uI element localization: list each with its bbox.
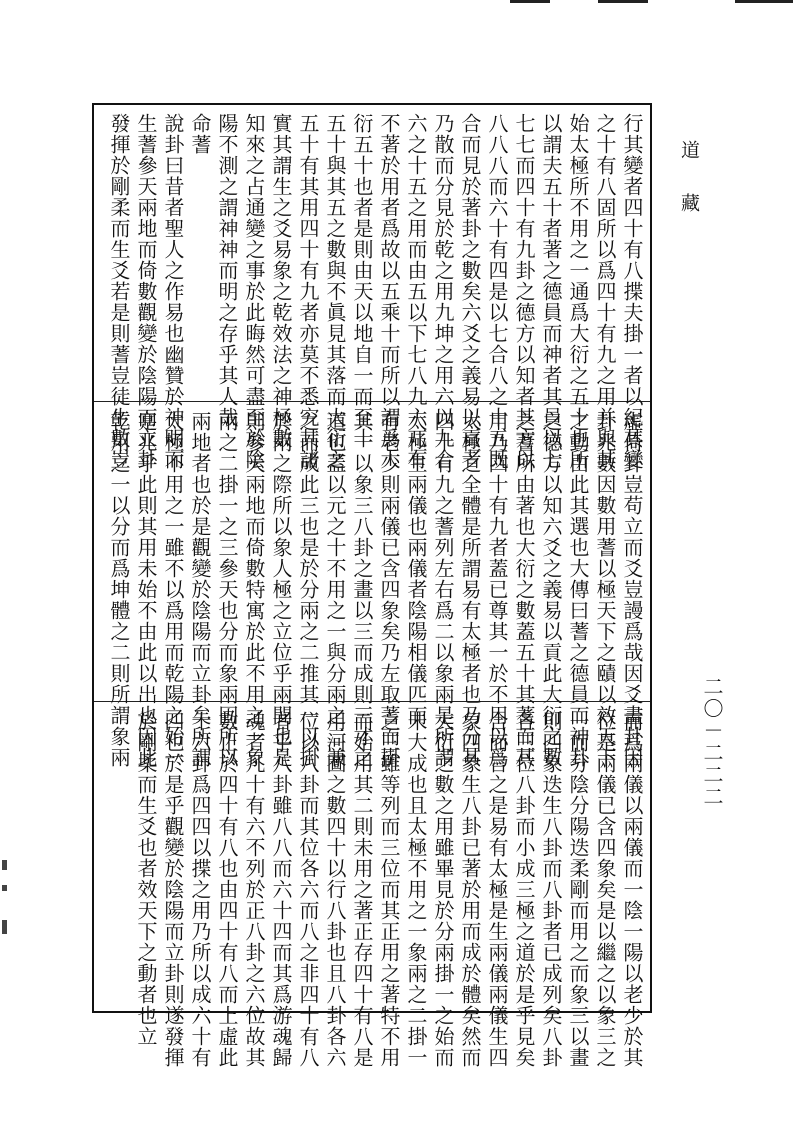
left-edge-mark-1 xyxy=(2,860,7,870)
text-column: 之三雖等列而三位而其正用之著特不用 xyxy=(377,711,401,1068)
text-column: 八八八而六十有四是以七合八之十五既 xyxy=(485,113,509,470)
text-column: 而始用其二則未用之著正存四十有八是 xyxy=(350,711,374,1068)
section-upper xyxy=(104,113,644,470)
text-column: 知來之占通變之事於此晦然可盡至於陰 xyxy=(242,113,266,470)
page-number: 二〇－二二二 xyxy=(700,676,724,808)
text-column: 卦兆數因數用蓍以極天下之賾以效天下 xyxy=(593,411,617,768)
text-column: 太極不用之一雖不以爲用而乾陽之始一 xyxy=(161,411,185,768)
text-column: 乃散而分見於乾之用九坤之用六以九合 xyxy=(431,113,455,470)
text-column: 命蓍 xyxy=(188,113,212,155)
text-column: 於剛柔而生爻也者效天下之動者也立 xyxy=(134,711,158,1047)
top-edge-rule-1 xyxy=(510,0,550,3)
text-column: 用河圖之數四十以行八卦也且八卦各六 xyxy=(323,711,347,1068)
section-lower xyxy=(104,711,644,1068)
text-column: 七七而四十有九卦之德方以知者其方以 xyxy=(512,113,536,470)
top-edge-rule-3 xyxy=(735,0,793,3)
text-column: 陽不測之謂神神而明之存乎其人哉 xyxy=(215,113,239,428)
text-column: 乾用之一以分而爲坤體之二則所謂象兩 xyxy=(107,411,131,768)
text-column: 兩地者也於是觀變於陰陽而立卦矣所謂 xyxy=(188,411,212,768)
text-column: 用乃四十有九者蓋已尊其一於不用以爲 xyxy=(485,411,509,768)
text-column: 之十有八固所以爲四十有九之用并與其 xyxy=(593,113,617,470)
left-edge-mark-3 xyxy=(2,920,7,934)
text-column: 四十有九之蓍列左右爲二以象兩是所謂 xyxy=(431,411,455,768)
text-column: 其一以象三八卦之畫以三而成則三才之 xyxy=(350,411,374,768)
text-column: 說卦曰昔者聖人之作易也幽贊於神明而 xyxy=(161,113,185,470)
text-column: 魂者凡十有六不列於正八卦之六位故其 xyxy=(242,711,266,1068)
text-column: 之蓍所由著也大衍之數蓋五十其蓍而其 xyxy=(512,411,536,768)
text-column: 合而見於著卦之數矣六爻之義易以貢者 xyxy=(458,113,482,470)
text-column: 者乎八卦雖八八而六十四而其爲游魂歸 xyxy=(269,711,293,1068)
text-column: 數止於四十有八也由四十有八而上虛此 xyxy=(215,711,239,1068)
text-column: 五十有其用四十有九者亦莫不悉究其諸 xyxy=(296,113,320,470)
text-column: 之而成此三也是於分兩之二推其一以掛 xyxy=(296,411,320,768)
left-edge-mark-2 xyxy=(2,885,7,891)
text-column: 之動由此其選也大傳曰蓍之德員而神卦 xyxy=(566,411,590,768)
text-column: 發揮於剛柔而生爻若是則蓍豈徒生數豈 xyxy=(107,113,131,470)
text-column: 太極生兩儀也兩儀者陰陽相儀匹而 xyxy=(404,411,428,726)
text-column: 於兩之際所以象人極之立位乎兩間也是 xyxy=(269,411,293,768)
text-column: 則參天兩地而倚數特寓於此不用之一象 xyxy=(242,411,266,768)
text-column: 五十與其五之數與不眞見其落而大衍之 xyxy=(323,113,347,470)
text-column: 未大成也且太極不用之一象兩之二掛一 xyxy=(404,711,428,1068)
text-column: 不著於用者爲故以五乘十而所以謂爲大 xyxy=(377,113,401,470)
text-column: 十六卦爲四四以揲之用乃所以成六十有 xyxy=(188,711,212,1068)
text-column: 一而分陰分陽迭柔剛而用之而象三以畫 xyxy=(566,711,590,1068)
text-column: 始太極所不用之一通爲大衍之五十也所 xyxy=(566,113,590,470)
top-edge-rule-2 xyxy=(598,0,648,3)
text-column: 而爲兩儀以兩儀而一陰一陽以老少於其 xyxy=(620,711,644,1068)
text-column: 位是兩儀已含四象矣是以繼之以象三之 xyxy=(593,711,617,1068)
text-column: 行其變者四十有八揲夫掛一者以紀其變 xyxy=(620,113,644,470)
text-column: 四也於是乎觀變於陰陽而立卦則遂發揮 xyxy=(161,711,185,1068)
text-column: 衍五十也者是則由天以地自一而至十 xyxy=(350,113,374,449)
text-column: 大衍之數之用雖畢見於分兩掛一之始而 xyxy=(431,711,455,1068)
text-column: 位以八卦而其位各六而八之非四十有八 xyxy=(296,711,320,1068)
text-column: 合而言之是易有太極是生兩儀兩儀生四 xyxy=(485,711,509,1068)
text-column: 則四象迭生八卦而八卦者已成列矣八卦 xyxy=(539,711,563,1068)
text-column: 兩之二掛一之三參天也分而象兩固所以 xyxy=(215,411,239,768)
text-column: 寔兆乎此則其用未始不由此以出也因此 xyxy=(134,411,158,768)
text-frame xyxy=(92,103,652,1068)
text-column: 有老少則兩儀已含四象矣乃左取蓍而掛 xyxy=(377,411,401,768)
section-middle xyxy=(104,411,644,768)
text-column: 道也蓋以元之十不用之一與分兩之二兼 xyxy=(323,411,347,768)
text-column: 六之十五之用而由五以下七八九六兀有 xyxy=(404,113,428,470)
collection-label: 道 藏 xyxy=(678,140,700,218)
text-column: 虛倚卦豈苟立而爻豈謾爲哉因爻畫卦因 xyxy=(620,411,644,768)
text-column: 以謂夫五十者著之德員而神者其員以七 xyxy=(539,113,563,470)
text-column: 之德方以知六爻之義易以貢此大衍之數 xyxy=(539,411,563,768)
text-column: 實其謂生之爻易象之乾效法之神極數 xyxy=(269,113,293,449)
text-column: 太極之全體是所謂易有太極者也乃分其 xyxy=(458,411,482,768)
text-column: 生蓍參天兩地而倚數觀變於陰陽而立卦 xyxy=(134,113,158,470)
text-column: 象四象生八卦已著於用而成於體矣然而 xyxy=(458,711,482,1068)
text-column: 各三位八卦而小成三極之道於是乎見矣 xyxy=(512,711,536,1068)
